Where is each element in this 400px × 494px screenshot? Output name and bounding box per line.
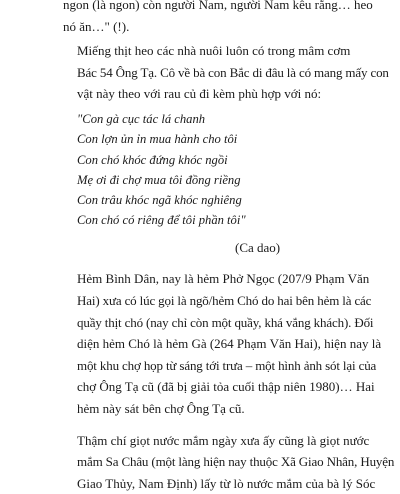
text-line: Hẻm Bình Dân, nay là hẻm Phở Ngọc (207/9 Phạm Văn bbox=[63, 268, 363, 290]
paragraph-fish-sauce bbox=[63, 430, 363, 494]
text-line: vật này theo với rau củ đi kèm phù hợp với nó: bbox=[63, 83, 363, 105]
poem-line: Con chó khóc đứng khóc ngồi bbox=[77, 150, 363, 170]
poem-line: Con trâu khóc ngã khóc nghiêng bbox=[77, 190, 363, 210]
poem-line: Con chó có riêng để tôi phần tôi" bbox=[77, 210, 363, 230]
poem-line: "Con gà cục tác lá chanh bbox=[77, 109, 363, 129]
text-line: nó ăn…" (!). bbox=[63, 16, 363, 38]
text-line: Hai) xưa có lúc gọi là ngõ/hẻm Chó do hai bên hẻm là các bbox=[63, 290, 363, 312]
text-line: một khu chợ họp từ sáng tới trưa – một hình ảnh sót lại của bbox=[63, 355, 363, 377]
poem-line: Con lợn ủn ỉn mua hành cho tôi bbox=[77, 129, 363, 149]
text-line: Thậm chí giọt nước mắm ngày xưa ấy cũng là giọt nước bbox=[63, 430, 363, 452]
text-line: Giao Thủy, Nam Định) lấy từ lò nước mắm của bà lý Sóc bbox=[63, 473, 363, 494]
text-line: chợ Ông Tạ cũ (đã bị giải tỏa cuối thập niên 1980)… Hai bbox=[63, 376, 363, 398]
paragraph-pork bbox=[63, 40, 363, 105]
poem-source: (Ca dao) bbox=[63, 237, 363, 259]
paragraph-alley bbox=[63, 268, 363, 419]
book-page bbox=[63, 0, 363, 494]
text-line: mắm Sa Châu (một làng hiện nay thuộc Xã Giao Nhân, Huyện bbox=[63, 451, 363, 473]
text-line: quầy thịt chó (nay chỉ còn một quầy, khá vắng khách). Đối bbox=[63, 312, 363, 334]
poem-line: Mẹ ơi đi chợ mua tôi đồng riềng bbox=[77, 170, 363, 190]
paragraph-continued bbox=[63, 0, 363, 37]
text-line: ngon (là ngon) còn người Nam, người Nam kêu rằng… heo bbox=[63, 0, 363, 16]
folk-poem bbox=[63, 109, 363, 231]
text-line: hẻm này sát bên chợ Ông Tạ cũ. bbox=[63, 398, 363, 420]
text-line: Miếng thịt heo các nhà nuôi luôn có trong mâm cơm bbox=[63, 40, 363, 62]
text-line: Bác 54 Ông Tạ. Cô về bà con Bắc di đâu là có mang mấy con bbox=[63, 62, 363, 84]
text-line: diện hẻm Chó là hẻm Gà (264 Phạm Văn Hai), hiện nay là bbox=[63, 333, 363, 355]
